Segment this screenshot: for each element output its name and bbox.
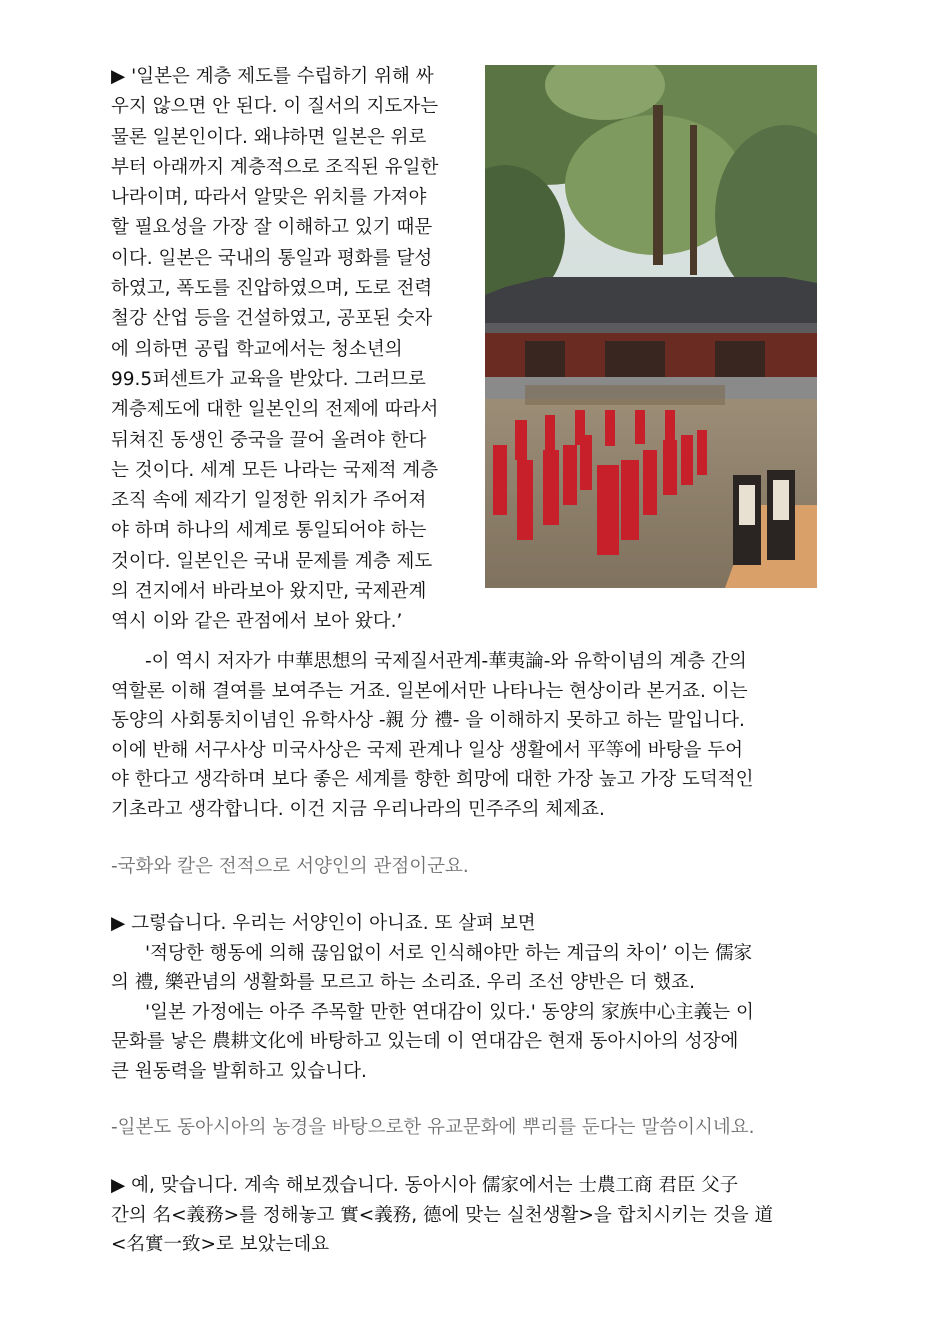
interviewer-question-2 bbox=[111, 1113, 827, 1143]
text-line: 역시 이와 같은 관점에서 보아 왔다.’ bbox=[111, 611, 403, 633]
text-line: 계층제도에 대한 일본인의 전제에 따라서 bbox=[111, 399, 439, 421]
text-line: 이에 반해 서구사상 미국사상은 국제 관계나 일상 생활에서 平等에 바탕을 두어 bbox=[111, 739, 743, 761]
intro-quote-paragraph bbox=[111, 62, 483, 638]
text-line: 의 禮, 樂관념의 생활화를 모르고 하는 소리죠. 우리 조선 양반은 더 했죠. bbox=[111, 972, 695, 993]
commentary-paragraph bbox=[111, 647, 827, 824]
text-line: <名實一致>로 보았는데요 bbox=[111, 1234, 330, 1255]
text-line: 할 필요성을 가장 잘 이해하고 있기 때문 bbox=[111, 217, 433, 239]
text-line: 하였고, 폭도를 진압하였으며, 도로 전력 bbox=[111, 278, 433, 300]
text-line: 는 것이다. 세계 모든 나라는 국제적 계층 bbox=[111, 459, 439, 481]
text-line: 간의 名<義務>를 정해놓고 實<義務, 德에 맞는 실천생활>을 합치시키는 것을 道 bbox=[111, 1204, 773, 1226]
text-line: 큰 원동력을 발휘하고 있습니다. bbox=[111, 1060, 367, 1082]
text-line: 99.5퍼센트가 교육을 받았다. 그러므로 bbox=[111, 368, 426, 390]
text-line: 역할론 이해 결여를 보여주는 거죠. 일본에서만 나타나는 현상이라 본거죠. 이는 bbox=[111, 680, 748, 702]
text-line: -국화와 칼은 전적으로 서양인의 관점이군요. bbox=[111, 856, 469, 877]
text-line: -일본도 동아시아의 농경을 바탕으로한 유교문화에 뿌리를 둔다는 말씀이시네요. bbox=[111, 1117, 755, 1138]
interviewer-question-1 bbox=[111, 852, 827, 882]
text-line: ▶ 예, 맞습니다. 계속 해보겠습니다. 동아시아 儒家에서는 士農工商 君臣 父子 bbox=[111, 1175, 739, 1196]
text-line: 뒤쳐진 동생인 중국을 끌어 올려야 한다 bbox=[111, 429, 427, 451]
text-line: 문화를 낳은 農耕文化에 바탕하고 있는데 이 연대감은 현재 동아시아의 성장에 bbox=[111, 1031, 739, 1052]
text-line: 야 하며 하나의 세계로 통일되어야 하는 bbox=[111, 520, 427, 542]
text-line: 우지 않으면 안 된다. 이 질서의 지도자는 bbox=[111, 96, 439, 118]
text-line: 야 한다고 생각하며 보다 좋은 세계를 향한 희망에 대한 가장 높고 가장 도덕적인 bbox=[111, 769, 754, 790]
text-line: 조직 속에 제각기 일정한 위치가 주어져 bbox=[111, 490, 427, 512]
answer-paragraph-2 bbox=[111, 1171, 827, 1260]
text-line: 물론 일본인이다. 왜냐하면 일본은 위로 bbox=[111, 126, 427, 148]
ceremony-photo bbox=[485, 65, 817, 588]
text-line: 에 의하면 공립 학교에서는 청소년의 bbox=[111, 338, 403, 360]
text-line: 의 견지에서 바라보아 왔지만, 국제관계 bbox=[111, 581, 427, 603]
text-line: 이다. 일본은 국내의 통일과 평화를 달성 bbox=[111, 247, 433, 269]
text-line: 기초라고 생각합니다. 이건 지금 우리나라의 민주주의 체제죠. bbox=[111, 798, 605, 820]
text-line: 부터 아래까지 계층적으로 조직된 유일한 bbox=[111, 156, 439, 178]
text-line: '적당한 행동에 의해 끊임없이 서로 인식해야만 하는 계급의 차이’ 이는 儒家 bbox=[145, 942, 753, 964]
text-line: '일본 가정에는 아주 주목할 만한 연대감이 있다.' 동양의 家族中心主義는 이 bbox=[145, 1001, 754, 1023]
text-line: ▶ '일본은 계층 제도를 수립하기 위해 싸 bbox=[111, 66, 434, 87]
text-line: ▶ 그렇습니다. 우리는 서양인이 아니죠. 또 살펴 보면 bbox=[111, 913, 536, 934]
text-line: 나라이며, 따라서 알맞은 위치를 가져야 bbox=[111, 187, 427, 209]
text-line: 것이다. 일본인은 국내 문제를 계층 제도 bbox=[111, 550, 433, 572]
text-line: -이 역시 저자가 中華思想의 국제질서관계-華夷論-와 유학이념의 계층 간의 bbox=[145, 651, 747, 672]
text-line: 동양의 사회통치이념인 유학사상 -親 分 禮- 을 이해하지 못하고 하는 말입니다. bbox=[111, 710, 745, 731]
text-line: 철강 산업 등을 건설하였고, 공포된 숫자 bbox=[111, 308, 433, 330]
answer-paragraph-1 bbox=[111, 909, 827, 1086]
